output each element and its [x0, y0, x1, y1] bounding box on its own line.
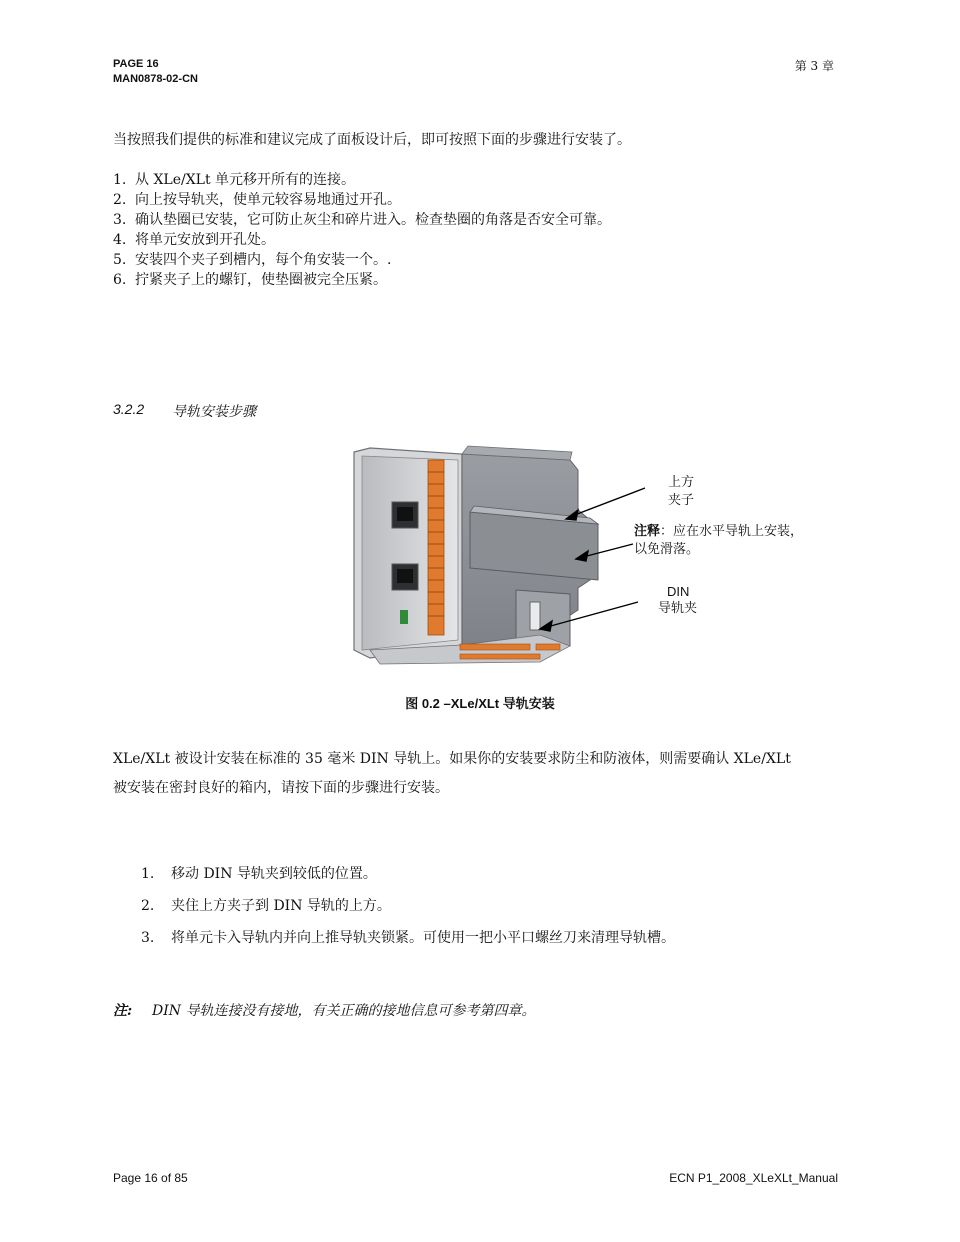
step-number: 3.: [141, 930, 155, 946]
step-number: 3.: [113, 212, 127, 228]
step-text: 从 XLe/XLt 单元移开所有的连接。: [135, 172, 356, 188]
step-text: 安装四个夹子到槽内，每个角安装一个。.: [135, 252, 392, 268]
io-connector-strip: [428, 460, 444, 635]
step-number: 1.: [113, 172, 127, 188]
document-id: MAN0878-02-CN: [113, 73, 198, 85]
list-item: [113, 270, 611, 290]
chapter-label: 第 3 章: [794, 59, 834, 73]
list-item: [141, 864, 675, 896]
step-text: 向上按导轨夹，使单元较容易地通过开孔。: [135, 192, 401, 208]
list-item: [141, 928, 675, 960]
list-item: [113, 170, 611, 190]
step-text: 将单元安放到开孔处。: [135, 232, 275, 248]
step-number: 6.: [113, 272, 127, 288]
list-item: [113, 230, 611, 250]
step-text: 将单元卡入导轨内并向上推导轨夹锁紧。可使用一把小平口螺丝刀来清理导轨槽。: [171, 930, 675, 946]
section-title: 导轨安装步骤: [172, 404, 256, 420]
step-text: 拧紧夹子上的螺钉，使垫圈被完全压紧。: [135, 272, 387, 288]
list-item: [113, 250, 611, 270]
step-number: 2.: [113, 192, 127, 208]
list-item: [113, 210, 611, 230]
note-label: 注:: [113, 1003, 133, 1019]
din-rail-mount-illustration: [340, 440, 820, 690]
step-text: 移动 DIN 导轨夹到较低的位置。: [171, 866, 377, 882]
upper-clip-label-line2: 夹子: [668, 493, 695, 508]
upper-clip-label-line1: 上方: [668, 475, 695, 490]
step-number: 2.: [141, 898, 155, 914]
figure-note-line2: 以免滑落。: [634, 542, 700, 557]
figure-note: [634, 523, 803, 541]
step-number: 4.: [113, 232, 127, 248]
footer-page-count: Page 16 of 85: [113, 1171, 188, 1185]
step-text: 确认垫圈已安装，它可防止灰尘和碎片进入。检查垫圈的角落是否安全可靠。: [135, 212, 611, 228]
page-number-header: PAGE 16: [113, 58, 159, 70]
din-clip-label-line2: 导轨夹: [658, 601, 698, 616]
list-item: [113, 190, 611, 210]
note-text: DIN 导轨连接没有接地，有关正确的接地信息可参考第四章。: [152, 1003, 536, 1019]
paragraph-line-2: 被安装在密封良好的箱内，请按下面的步骤进行安装。: [113, 780, 449, 796]
intro-paragraph: 当按照我们提供的标准和建议完成了面板设计后，即可按照下面的步骤进行安装了。: [113, 132, 631, 148]
step-number: 5.: [113, 252, 127, 268]
figure-note-text: ：应在水平导轨上安装，: [660, 524, 804, 539]
figure-caption: 图 0.2 –XLe/XLt 导轨安装: [405, 696, 555, 711]
din-steps-list: [141, 864, 675, 960]
footer-document-code: ECN P1_2008_XLeXLt_Manual: [669, 1171, 838, 1185]
list-item: [141, 896, 675, 928]
figure-note-label: 注释: [634, 524, 661, 539]
install-steps-list: [113, 170, 611, 290]
din-clip-label-line1: DIN: [667, 584, 690, 599]
paragraph-line-1: XLe/XLt 被设计安装在标准的 35 毫米 DIN 导轨上。如果你的安装要求防尘和防液体，则需要确认 XLe/XLt: [113, 751, 791, 767]
step-number: 1.: [141, 866, 155, 882]
section-number: 3.2.2: [113, 401, 145, 417]
step-text: 夹住上方夹子到 DIN 导轨的上方。: [171, 898, 391, 914]
